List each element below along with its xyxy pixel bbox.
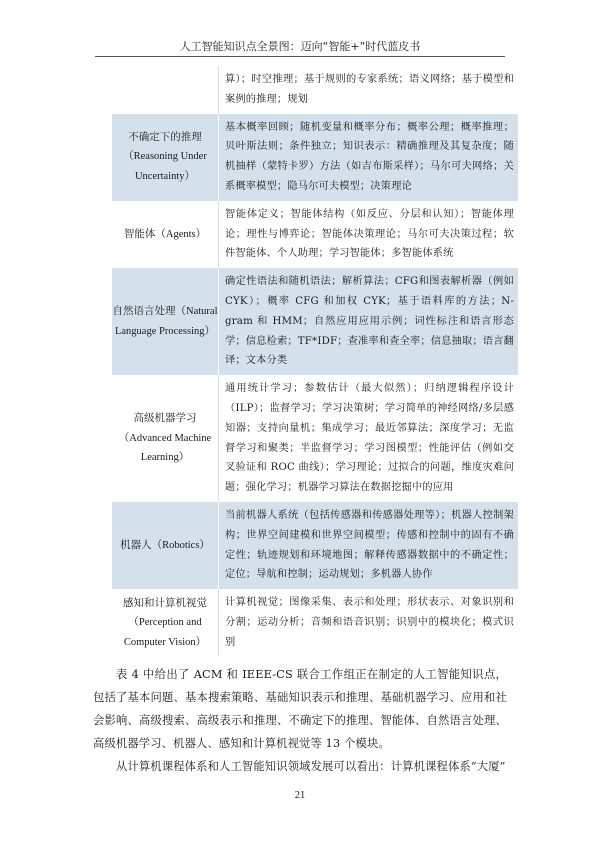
category-cell: 感知和计算机视觉（Perception and Computer Vision） (112, 589, 219, 656)
table-row (112, 375, 518, 502)
header-rule (95, 56, 505, 57)
table-row (112, 268, 518, 375)
description-cell: 通用统计学习；参数估计（最大似然）；归纳逻辑程序设计（ILP）；监督学习；学习决策树；学习简单的神经网络/多层感知器；支持向量机；集成学习；最近邻算法；深度学习；无监督学习和聚类；半监督学习；学习图模型；性能评估（例如交叉验证和 ROC 曲线）；学习理论；过拟合的问题，维度灾难问题；强化学习；机器学习算法在数据挖掘中的应用 (219, 375, 519, 502)
category-cell (112, 66, 219, 114)
table-row (112, 589, 518, 656)
category-cell: 机器人（Robotics） (112, 502, 219, 589)
category-cell: 高级机器学习（Advanced Machine Learning） (112, 375, 219, 502)
body-paragraph: 从计算机课程体系和人工智能知识领域发展可以看出：计算机课程体系“大厦” (116, 760, 506, 773)
category-cell: 智能体（Agents） (112, 201, 219, 268)
description-cell: 智能体定义；智能体结构（如反应、分层和认知）；智能体理论；理性与博弈论；智能体决策理论；马尔可夫决策过程；软件智能体、个人助理；学习智能体；多智能体系统 (219, 201, 519, 268)
description-cell: 算）；时空推理；基于规则的专家系统；语义网络；基于模型和案例的推理；规划 (219, 66, 519, 114)
table-row (112, 502, 518, 589)
table-row (112, 66, 518, 114)
category-cell: 自然语言处理（Natural Language Processing） (112, 268, 219, 375)
description-cell: 计算机视觉；图像采集、表示和处理；形状表示、对象识别和分割；运动分析；音频和语音识别；识别中的模块化；模式识别 (219, 589, 519, 656)
description-cell: 当前机器人系统（包括传感器和传感器处理等）；机器人控制架构；世界空间建模和世界空间模型；传感和控制中的固有不确定性；轨迹规划和环境地图；解释传感器数据中的不确定性；定位；导航和控制；运动规划；多机器人协作 (219, 502, 519, 589)
table-row (112, 114, 518, 201)
body-paragraph: 表 4 中给出了 ACM 和 IEEE-CS 联合工作组正在制定的人工智能知识点，包括了基本问题、基本搜索策略、基础知识表示和推理、基础机器学习、应用和社会影响、高级搜索、高级表示和推理、不确定下的推理、智能体、自然语言处理、高级机器学习、机器人、感知和计算机视觉等 13 个模块。 (93, 668, 507, 750)
category-cell: 不确定下的推理（Reasoning Under Uncertainty） (112, 114, 219, 201)
knowledge-table (112, 66, 518, 657)
running-header: 人工智能知识点全景图：迈向“智能+”时代蓝皮书 (179, 40, 421, 53)
description-cell: 基本概率回顾；随机变量和概率分布；概率公理；概率推理；贝叶斯法则；条件独立；知识表示：精确推理及其复杂度；随机抽样（蒙特卡罗）方法（如吉布斯采样）；马尔可夫网络；关系概率模型；隐马尔可夫模型；决策理论 (219, 114, 519, 201)
description-cell: 确定性语法和随机语法；解析算法；CFG和图表解析器（例如 CYK）；概率 CFG 和加权 CYK；基于语料库的方法；N-gram 和 HMM；自然应用应用示例；词性标注和语言形态学；信息检索；TF*IDF；查准率和查全率；信息抽取；语言翻译；文本分类 (219, 268, 519, 375)
table-row (112, 201, 518, 268)
page-number: 21 (294, 790, 306, 801)
